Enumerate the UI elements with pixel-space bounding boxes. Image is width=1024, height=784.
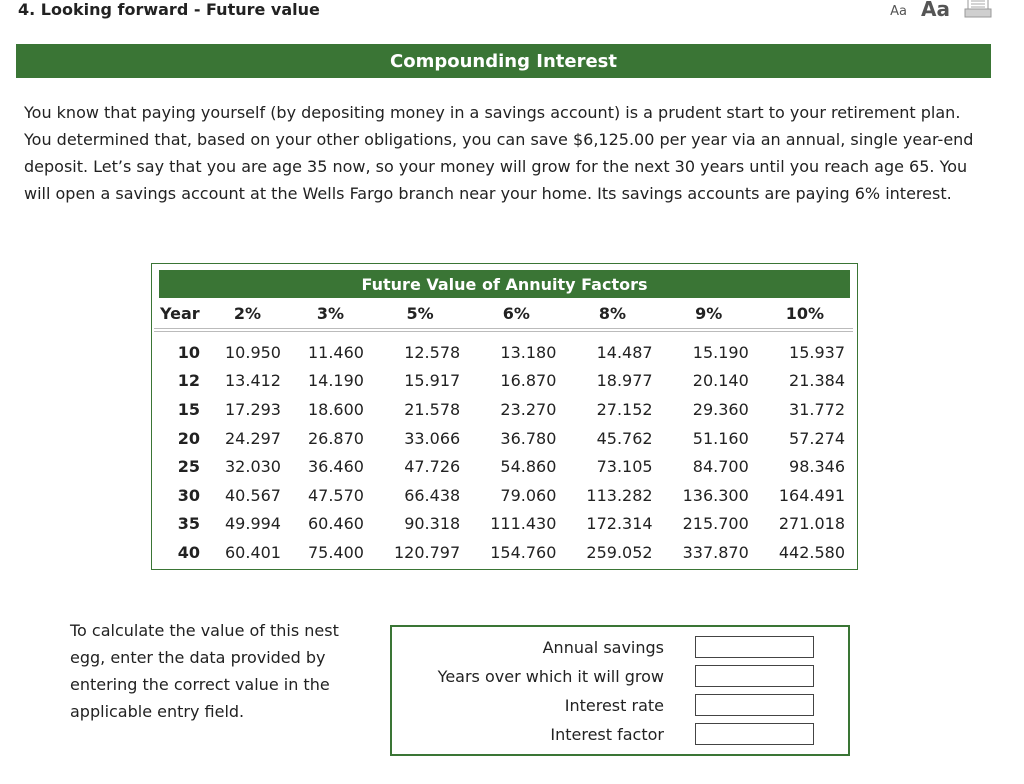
factor-cell: 23.270 (500, 399, 557, 419)
interest-rate-input[interactable] (695, 694, 814, 716)
compounding-interest-banner (16, 44, 991, 78)
fv-annuity-factors-table (154, 298, 853, 567)
factor-cell: 36.780 (500, 428, 557, 448)
interest-factor-input[interactable] (695, 723, 814, 745)
table-row (154, 538, 853, 567)
factor-cell: 84.700 (692, 457, 749, 477)
question-title: 4. Looking forward - Future value (18, 0, 320, 19)
factor-cell: 54.860 (500, 457, 557, 477)
annual-savings-label: Annual savings (542, 638, 664, 657)
factor-cell: 21.384 (789, 371, 845, 391)
factor-cell: 49.994 (225, 514, 281, 534)
year-cell: 20 (177, 428, 200, 448)
header-2pct: 2% (233, 303, 262, 323)
factor-cell: 120.797 (394, 542, 461, 562)
factor-cell: 271.018 (778, 514, 845, 534)
factor-cell: 27.152 (596, 399, 653, 419)
factor-cell: 136.300 (682, 485, 749, 505)
factor-cell: 73.105 (596, 457, 653, 477)
increase-text-size-button[interactable]: Aa (921, 0, 950, 21)
factor-cell: 259.052 (586, 542, 653, 562)
header-10pct: 10% (785, 303, 825, 323)
factor-cell: 10.950 (225, 342, 281, 362)
table-row (154, 424, 853, 453)
year-cell: 40 (177, 542, 200, 562)
factor-cell: 47.726 (404, 457, 461, 477)
factor-cell: 32.030 (225, 457, 281, 477)
factor-cell: 15.937 (789, 342, 845, 362)
factor-cell: 172.314 (586, 514, 653, 534)
header-9pct: 9% (695, 303, 723, 323)
factor-cell: 111.430 (490, 514, 557, 534)
factor-cell: 13.180 (500, 342, 557, 362)
factor-cell: 16.870 (500, 371, 557, 391)
factor-cell: 13.412 (225, 371, 281, 391)
factor-cell: 164.491 (778, 485, 845, 505)
entry-panel (390, 625, 850, 756)
table-row (154, 452, 853, 481)
factor-cell: 36.460 (307, 457, 364, 477)
header-6pct: 6% (502, 303, 530, 323)
factor-cell: 442.580 (778, 542, 845, 562)
header-year: Year (160, 303, 200, 323)
factor-cell: 60.401 (225, 542, 281, 562)
factor-cell: 113.282 (586, 485, 653, 505)
factor-cell: 66.438 (404, 485, 461, 505)
factor-cell: 17.293 (225, 399, 281, 419)
factor-cell: 15.917 (404, 371, 461, 391)
factor-cell: 20.140 (692, 371, 749, 391)
factor-cell: 29.360 (692, 399, 749, 419)
year-cell: 10 (177, 342, 200, 362)
factor-cell: 14.190 (307, 371, 364, 391)
factor-cell: 31.772 (789, 399, 845, 419)
table-row (154, 338, 853, 367)
table-row (154, 395, 853, 424)
print-icon[interactable] (964, 0, 992, 18)
fv-annuity-factors-table-box (151, 263, 858, 570)
entry-row-interest-rate (392, 691, 848, 719)
factor-cell: 57.274 (789, 428, 845, 448)
header-3pct: 3% (316, 303, 345, 323)
factor-cell: 33.066 (404, 428, 461, 448)
factor-cell: 98.346 (789, 457, 845, 477)
intro-paragraph: You know that paying yourself (by depositing money in a savings account) is a prudent start to your retirement plan. You determined that, based on your other obligations, you can save $6,125.00 per year via an annual, single year-end deposit. Let’s say that you are age 35 now, so your money will grow for the next 30 years until you reach age 65. You will open a savings account at the Wells Fargo branch near your home. Its savings accounts are paying 6% interest. (24, 103, 974, 203)
factor-cell: 51.160 (692, 428, 749, 448)
factor-cell: 215.700 (682, 514, 749, 534)
decrease-text-size-button[interactable]: Aa (890, 4, 908, 19)
fv-table-title: Future Value of Annuity Factors (159, 270, 850, 298)
factor-cell: 14.487 (596, 342, 653, 362)
years-input[interactable] (695, 665, 814, 687)
header-5pct: 5% (406, 303, 434, 323)
factor-cell: 90.318 (404, 514, 461, 534)
table-row (154, 367, 853, 396)
factor-cell: 26.870 (307, 428, 364, 448)
interest-factor-label: Interest factor (550, 725, 664, 744)
factor-cell: 79.060 (500, 485, 557, 505)
factor-cell: 154.760 (490, 542, 557, 562)
banner-title: Compounding Interest (390, 50, 617, 72)
factor-cell: 11.460 (307, 342, 364, 362)
interest-rate-label: Interest rate (564, 696, 664, 715)
year-cell: 15 (177, 399, 200, 419)
entry-row-interest-factor (392, 720, 848, 748)
factor-cell: 45.762 (596, 428, 653, 448)
factor-cell: 12.578 (404, 342, 461, 362)
factor-cell: 337.870 (682, 542, 749, 562)
factor-cell: 18.600 (307, 399, 364, 419)
header-8pct: 8% (598, 303, 627, 323)
year-cell: 25 (177, 457, 200, 477)
years-label: Years over which it will grow (437, 667, 664, 686)
factor-cell: 60.460 (307, 514, 364, 534)
annual-savings-input[interactable] (695, 636, 814, 658)
factor-cell: 24.297 (225, 428, 281, 448)
year-cell: 12 (177, 371, 200, 391)
factor-cell: 40.567 (225, 485, 281, 505)
entry-row-years (392, 662, 848, 690)
table-row (154, 481, 853, 510)
text-size-toolbar (890, 0, 992, 21)
factor-cell: 75.400 (307, 542, 364, 562)
year-cell: 35 (177, 514, 200, 534)
entry-row-annual-savings (392, 633, 848, 661)
factor-cell: 21.578 (404, 399, 461, 419)
factor-cell: 15.190 (692, 342, 749, 362)
table-row (154, 510, 853, 539)
table-header-row (154, 298, 853, 330)
year-cell: 30 (177, 485, 200, 505)
factor-cell: 47.570 (307, 485, 364, 505)
factor-cell: 18.977 (596, 371, 653, 391)
instructions-text: To calculate the value of this nest egg, enter the data provided by entering the correct value in the applicable entry field. (70, 621, 339, 721)
